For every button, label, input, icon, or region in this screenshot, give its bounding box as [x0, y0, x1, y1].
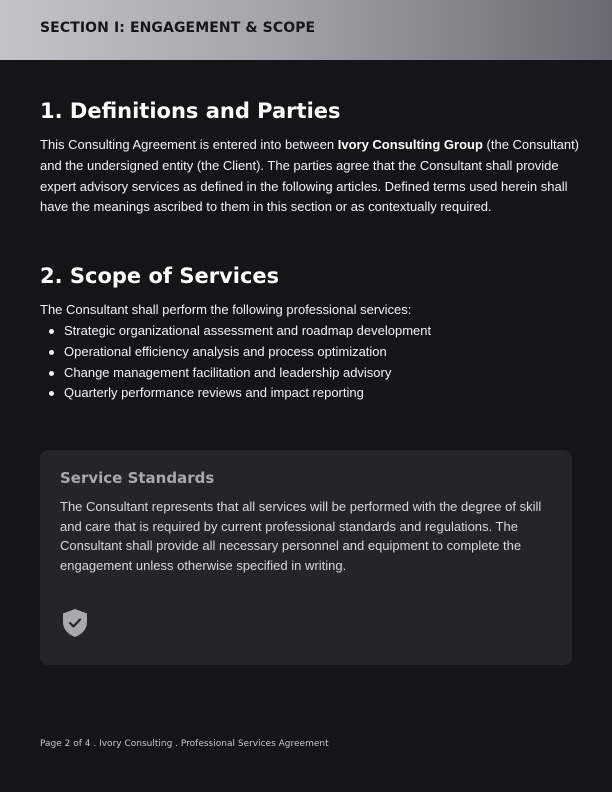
callout-title: Service Standards [60, 469, 215, 487]
services-list [40, 321, 580, 404]
page-header [0, 0, 612, 60]
list-item: Operational efficiency analysis and process optimization [40, 342, 580, 363]
shield-check-icon [61, 608, 89, 638]
definitions-text-start: This Consulting Agreement is entered into between [40, 137, 338, 152]
list-item: Change management facilitation and leadership advisory [40, 363, 580, 384]
definitions-heading: 1. Definitions and Parties [40, 99, 341, 123]
page-footer: Page 2 of 4 . Ivory Consulting . Professional Services Agreement [40, 739, 329, 749]
section-title: SECTION I: ENGAGEMENT & SCOPE [40, 20, 316, 36]
company-name: Ivory Consulting Group [337, 137, 483, 152]
definitions-paragraph [40, 135, 580, 218]
definitions-text-end: (the Consultant) and the undersigned entity (the Client). The parties agree that the Consultant shall provide expert advisory services as defined in the following articles. Defined terms used herein shall have the meanings ascribed to them in this section or as contextually required. [40, 137, 580, 215]
scope-heading: 2. Scope of Services [40, 264, 280, 288]
scope-intro: The Consultant shall perform the following professional services: [40, 302, 412, 317]
service-standards-callout [40, 450, 572, 665]
list-item: Strategic organizational assessment and roadmap development [40, 321, 580, 342]
list-item: Quarterly performance reviews and impact reporting [40, 383, 580, 404]
callout-body: The Consultant represents that all services will be performed with the degree of skill and care that is required by current professional standards and regulations. The Consultant shall provide all necessary personnel and equipment to complete the engagement unless otherwise specified in writing. [60, 499, 542, 573]
